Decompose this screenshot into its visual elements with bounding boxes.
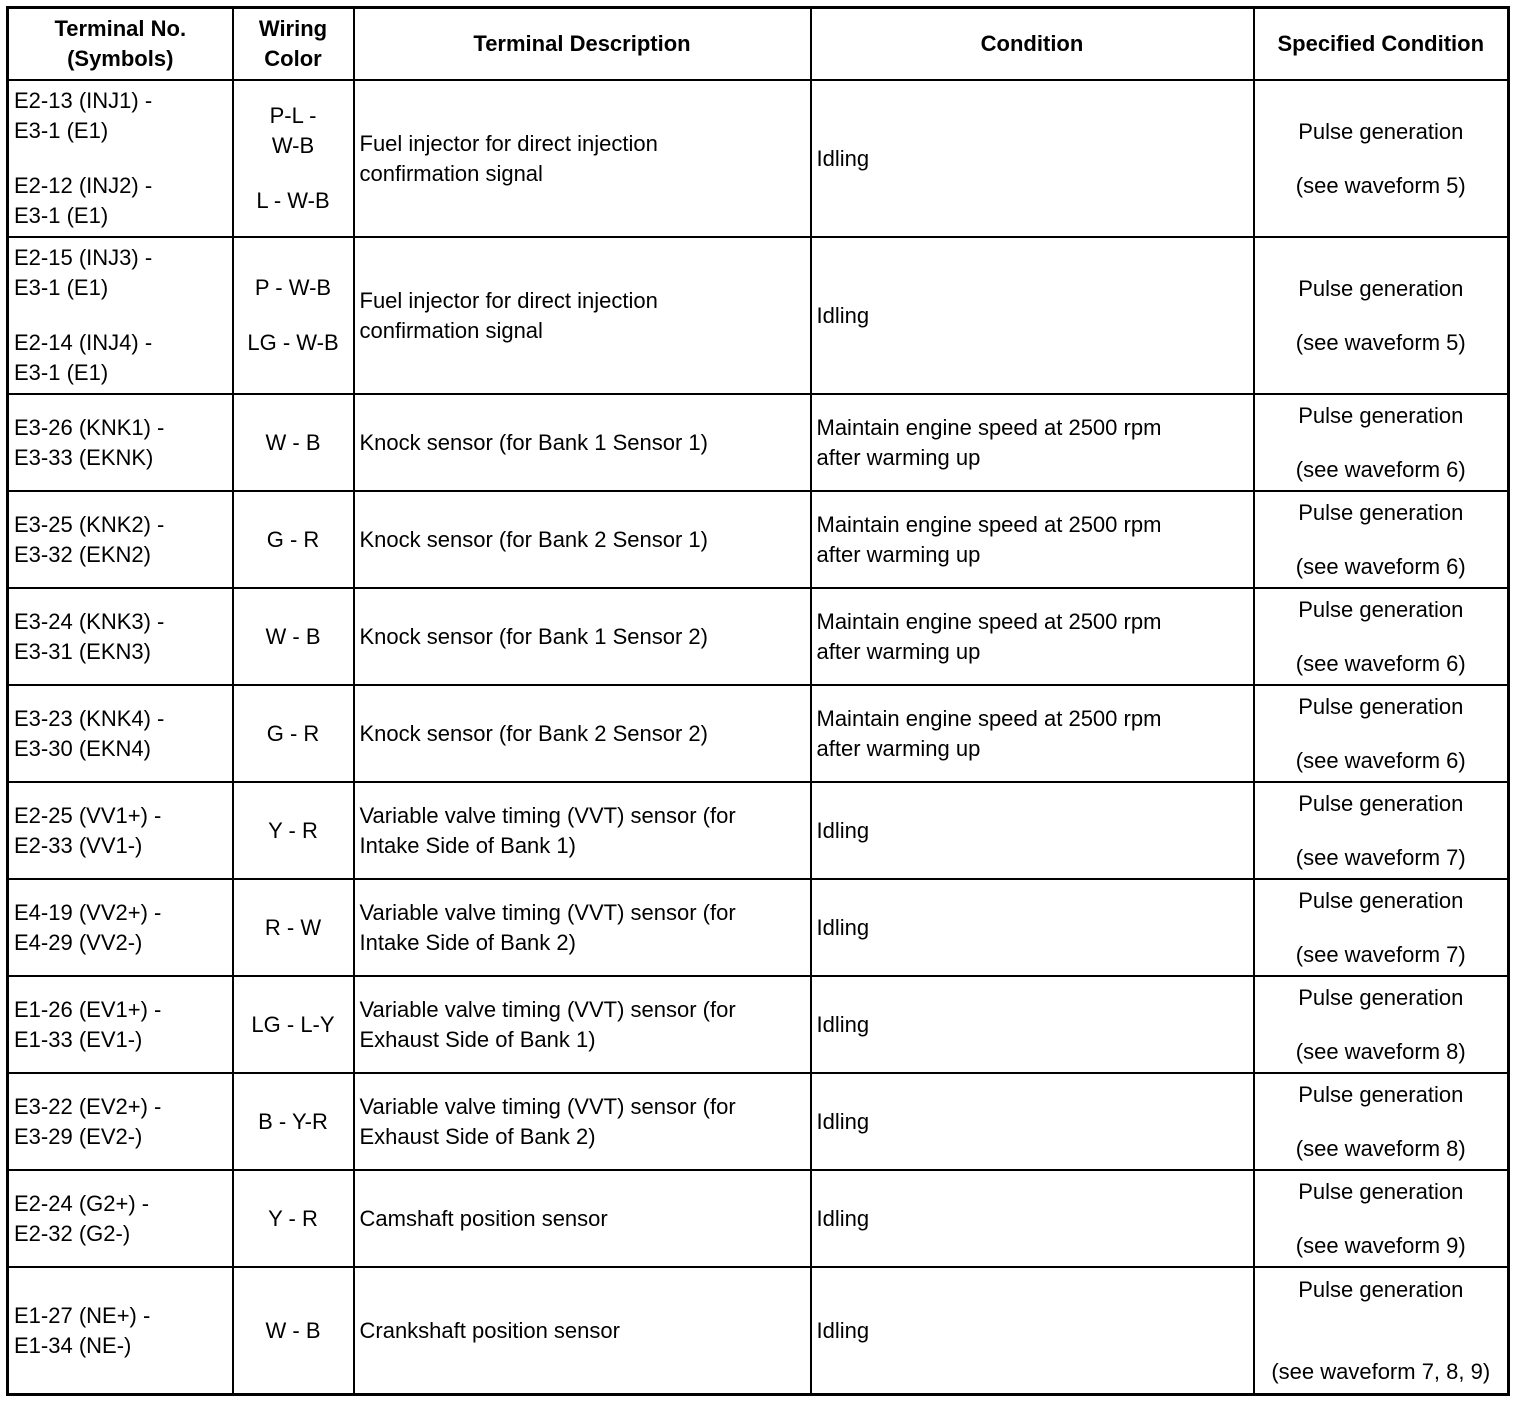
table-row [8, 588, 1509, 685]
terminal-cell: E2-13 (INJ1) - E3-1 (E1) E2-12 (INJ2) - E3-1 (E1) [8, 80, 233, 237]
description-cell: Variable valve timing (VVT) sensor (for Intake Side of Bank 1) [354, 782, 811, 879]
header-specified-condition: Specified Condition [1254, 8, 1509, 81]
table-row [8, 976, 1509, 1073]
description-cell: Camshaft position sensor [354, 1170, 811, 1267]
terminal-spec-table [6, 6, 1510, 1396]
specified-cell: Pulse generation (see waveform 8) [1254, 976, 1509, 1073]
header-description: Terminal Description [354, 8, 811, 81]
specified-cell: Pulse generation (see waveform 9) [1254, 1170, 1509, 1267]
wiring-cell: Y - R [233, 1170, 354, 1267]
terminal-cell: E1-27 (NE+) - E1-34 (NE-) [8, 1267, 233, 1395]
header-terminal: Terminal No. (Symbols) [8, 8, 233, 81]
table-row [8, 879, 1509, 976]
table-row [8, 491, 1509, 588]
wiring-cell: R - W [233, 879, 354, 976]
terminal-cell: E3-26 (KNK1) - E3-33 (EKNK) [8, 394, 233, 491]
condition-cell: Idling [811, 782, 1254, 879]
specified-cell: Pulse generation (see waveform 6) [1254, 588, 1509, 685]
table-row [8, 237, 1509, 394]
condition-cell: Idling [811, 80, 1254, 237]
description-cell: Knock sensor (for Bank 2 Sensor 2) [354, 685, 811, 782]
terminal-cell: E1-26 (EV1+) - E1-33 (EV1-) [8, 976, 233, 1073]
condition-cell: Idling [811, 237, 1254, 394]
wiring-cell: G - R [233, 685, 354, 782]
condition-cell: Maintain engine speed at 2500 rpm after warming up [811, 491, 1254, 588]
specified-cell: Pulse generation (see waveform 6) [1254, 394, 1509, 491]
specified-cell: Pulse generation (see waveform 5) [1254, 80, 1509, 237]
header-row [8, 8, 1509, 81]
wiring-cell: W - B [233, 1267, 354, 1395]
description-cell: Fuel injector for direct injection confirmation signal [354, 80, 811, 237]
description-cell: Knock sensor (for Bank 1 Sensor 2) [354, 588, 811, 685]
table-row [8, 1170, 1509, 1267]
specified-cell: Pulse generation (see waveform 7, 8, 9) [1254, 1267, 1509, 1395]
specified-cell: Pulse generation (see waveform 7) [1254, 782, 1509, 879]
description-cell: Crankshaft position sensor [354, 1267, 811, 1395]
specified-cell: Pulse generation (see waveform 6) [1254, 685, 1509, 782]
wiring-cell: P - W-B LG - W-B [233, 237, 354, 394]
terminal-cell: E2-25 (VV1+) - E2-33 (VV1-) [8, 782, 233, 879]
table-row [8, 80, 1509, 237]
wiring-cell: Y - R [233, 782, 354, 879]
header-wiring-color: Wiring Color [233, 8, 354, 81]
wiring-cell: W - B [233, 394, 354, 491]
wiring-cell: W - B [233, 588, 354, 685]
description-cell: Variable valve timing (VVT) sensor (for Exhaust Side of Bank 1) [354, 976, 811, 1073]
condition-cell: Idling [811, 1267, 1254, 1395]
terminal-cell: E3-23 (KNK4) - E3-30 (EKN4) [8, 685, 233, 782]
terminal-cell: E3-22 (EV2+) - E3-29 (EV2-) [8, 1073, 233, 1170]
description-cell: Variable valve timing (VVT) sensor (for Exhaust Side of Bank 2) [354, 1073, 811, 1170]
description-cell: Fuel injector for direct injection confirmation signal [354, 237, 811, 394]
terminal-cell: E2-24 (G2+) - E2-32 (G2-) [8, 1170, 233, 1267]
table-row [8, 1073, 1509, 1170]
description-cell: Variable valve timing (VVT) sensor (for Intake Side of Bank 2) [354, 879, 811, 976]
wiring-cell: P-L - W-B L - W-B [233, 80, 354, 237]
table-row [8, 394, 1509, 491]
terminal-cell: E4-19 (VV2+) - E4-29 (VV2-) [8, 879, 233, 976]
condition-cell: Idling [811, 1170, 1254, 1267]
specified-cell: Pulse generation (see waveform 7) [1254, 879, 1509, 976]
description-cell: Knock sensor (for Bank 1 Sensor 1) [354, 394, 811, 491]
header-condition: Condition [811, 8, 1254, 81]
wiring-cell: B - Y-R [233, 1073, 354, 1170]
condition-cell: Maintain engine speed at 2500 rpm after warming up [811, 394, 1254, 491]
terminal-cell: E2-15 (INJ3) - E3-1 (E1) E2-14 (INJ4) - E3-1 (E1) [8, 237, 233, 394]
table-row [8, 782, 1509, 879]
specified-cell: Pulse generation (see waveform 5) [1254, 237, 1509, 394]
wiring-cell: G - R [233, 491, 354, 588]
table-row [8, 1267, 1509, 1395]
condition-cell: Idling [811, 879, 1254, 976]
condition-cell: Maintain engine speed at 2500 rpm after warming up [811, 588, 1254, 685]
table-row [8, 685, 1509, 782]
condition-cell: Idling [811, 976, 1254, 1073]
specified-cell: Pulse generation (see waveform 8) [1254, 1073, 1509, 1170]
wiring-cell: LG - L-Y [233, 976, 354, 1073]
description-cell: Knock sensor (for Bank 2 Sensor 1) [354, 491, 811, 588]
terminal-cell: E3-25 (KNK2) - E3-32 (EKN2) [8, 491, 233, 588]
condition-cell: Idling [811, 1073, 1254, 1170]
specified-cell: Pulse generation (see waveform 6) [1254, 491, 1509, 588]
condition-cell: Maintain engine speed at 2500 rpm after warming up [811, 685, 1254, 782]
terminal-cell: E3-24 (KNK3) - E3-31 (EKN3) [8, 588, 233, 685]
